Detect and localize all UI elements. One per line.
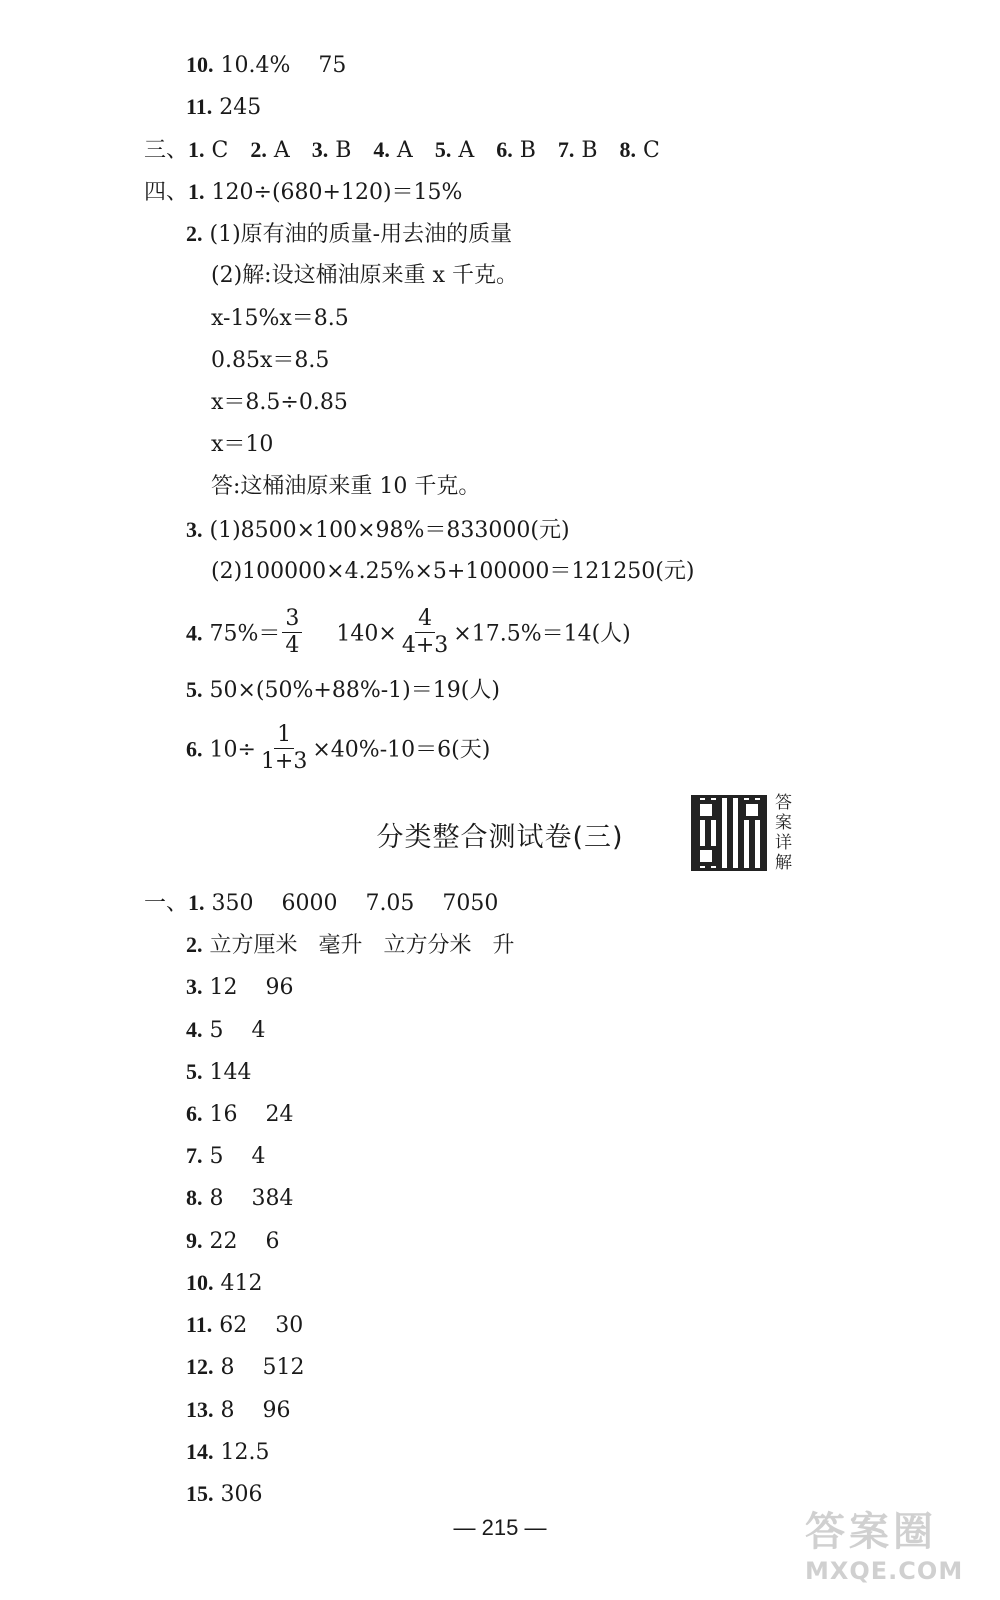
answer-text: x＝10: [211, 432, 274, 457]
answer-text: ×40%-10＝6(天): [312, 737, 491, 763]
section-4-q2-line: [211, 341, 329, 381]
item-number: 10.: [186, 52, 214, 77]
test-title: 分类整合测试卷(三): [376, 822, 624, 853]
test3-item: [186, 925, 514, 965]
answer-text: 140×: [336, 621, 397, 647]
answer-text: 答:这桶油原来重 10 千克。: [211, 474, 481, 499]
answer-text: x-15%x＝8.5: [211, 306, 349, 331]
answer-text: 75%＝: [209, 621, 281, 647]
fraction: $\frac{4}{4+3}$: [401, 606, 449, 658]
answer-line: [186, 45, 346, 85]
answer-text: 245: [219, 95, 262, 120]
answer-text: 12.5: [220, 1440, 270, 1465]
choice-answer: 2. A: [250, 137, 290, 163]
section-4-q2-line: [186, 214, 512, 254]
section-4-q6: [186, 724, 490, 772]
section-4-q1: [144, 172, 462, 212]
answer-text: 8 384: [209, 1186, 294, 1211]
item-number: 9.: [186, 1228, 203, 1253]
answer-text: 5 4: [209, 1144, 266, 1169]
section-4-q3-line: [211, 552, 694, 592]
answer-text: (1)原有油的质量-用去油的质量: [209, 222, 513, 247]
answer-text: (2)解:设这桶油原来重 x 千克。: [211, 263, 518, 288]
choice-answer: 7. B: [557, 137, 598, 163]
answer-text: 120÷(680+120)＝15%: [211, 180, 463, 205]
item-number: 8.: [186, 1185, 203, 1210]
test3-item: [186, 1094, 293, 1134]
section-4-q2-line: [211, 467, 480, 507]
item-number: 10.: [186, 1270, 214, 1295]
item-number: 12.: [186, 1354, 214, 1379]
item-number: 15.: [186, 1481, 214, 1506]
item-number: 1.: [188, 890, 205, 915]
answer-text: 350 6000 7.05 7050: [211, 891, 499, 916]
qr-code-icon[interactable]: [691, 795, 767, 871]
answer-text: 0.85x＝8.5: [211, 348, 330, 373]
choice-answer: 6. B: [496, 137, 536, 163]
answer-text: ×17.5%＝14(人): [453, 621, 631, 647]
answer-text: 50×(50%+88%-1)＝19(人): [209, 678, 500, 703]
item-number: 6.: [186, 736, 203, 762]
fraction: $\frac{1}{1+3}$: [260, 722, 308, 774]
test3-item: [186, 1136, 265, 1176]
test3-item: [186, 1010, 265, 1050]
test3-item: [186, 1305, 303, 1345]
choice-answer: 8. C: [619, 137, 660, 163]
test3-item: [186, 1178, 293, 1218]
answer-text: 12 96: [209, 975, 294, 1000]
choice-answer: 5. A: [434, 137, 475, 163]
test3-item: [186, 967, 293, 1007]
test3-item: [186, 1474, 263, 1514]
item-number: 4.: [186, 1017, 203, 1042]
section-4-q2-line: [211, 383, 348, 423]
choice-answer: 3. B: [311, 137, 352, 163]
watermark-url: MXQE.COM: [805, 1557, 964, 1585]
item-number: 5.: [186, 1059, 203, 1084]
item-number: 4.: [186, 620, 203, 646]
answer-text: (1)8500×100×98%＝833000(元): [209, 518, 570, 543]
answer-text: 8 512: [220, 1355, 305, 1380]
answer-text: 16 24: [209, 1102, 294, 1127]
answer-text: 412: [220, 1271, 263, 1296]
section-4-q2-line: [211, 425, 273, 465]
section-4-q5: [186, 670, 500, 710]
fraction: $\frac{3}{4}$: [282, 606, 302, 659]
test3-item: [186, 1263, 263, 1303]
item-number: 3.: [186, 974, 203, 999]
item-number: 11.: [186, 94, 213, 119]
test3-item: [186, 1432, 269, 1472]
answer-text: x＝8.5÷0.85: [211, 390, 348, 415]
item-number: 1.: [188, 179, 205, 204]
choice-answer: 4. A: [373, 137, 413, 163]
answer-text: 22 6: [209, 1229, 280, 1254]
test3-item: [144, 883, 498, 923]
answer-text: 10.4% 75: [220, 53, 347, 78]
test3-item: [186, 1347, 304, 1387]
item-number: 2.: [186, 932, 203, 957]
test3-item: [186, 1052, 252, 1092]
answer-text: 立方厘米 毫升 立方分米 升: [209, 933, 515, 958]
section-3-answers: [144, 130, 682, 170]
answer-text: 5 4: [209, 1018, 266, 1043]
section-4-q2-line: [211, 256, 518, 296]
answer-text: (2)100000×4.25%×5+100000＝121250(元): [211, 559, 695, 584]
watermark-text: 答案圈: [805, 1509, 937, 1555]
item-number: 6.: [186, 1101, 203, 1126]
answer-text: 144: [209, 1060, 252, 1085]
answer-text: 306: [220, 1482, 263, 1507]
item-number: 5.: [186, 677, 203, 702]
answer-text: 62 30: [219, 1313, 304, 1338]
section-marker: 三、: [144, 138, 189, 163]
watermark-logo: [805, 1500, 995, 1590]
section-4-q4: [186, 608, 631, 656]
item-number: 3.: [186, 517, 203, 542]
choice-answer: 1. C: [188, 137, 229, 163]
item-number: 11.: [186, 1312, 213, 1337]
qr-label: 答案详解: [775, 793, 792, 873]
item-number: 14.: [186, 1439, 214, 1464]
item-number: 13.: [186, 1397, 214, 1422]
answer-line: [186, 87, 261, 127]
item-number: 7.: [186, 1143, 203, 1168]
page-number: — 215 —: [453, 1515, 547, 1540]
answer-text: 10÷: [209, 737, 256, 763]
section-marker: 四、: [144, 180, 189, 205]
item-number: 2.: [186, 221, 203, 246]
section-4-q2-line: [211, 299, 349, 339]
answer-text: 8 96: [220, 1398, 291, 1423]
section-4-q3-line: [186, 510, 570, 550]
test3-item: [186, 1221, 279, 1261]
test3-item: [186, 1390, 290, 1430]
section-marker: 一、: [144, 891, 189, 916]
